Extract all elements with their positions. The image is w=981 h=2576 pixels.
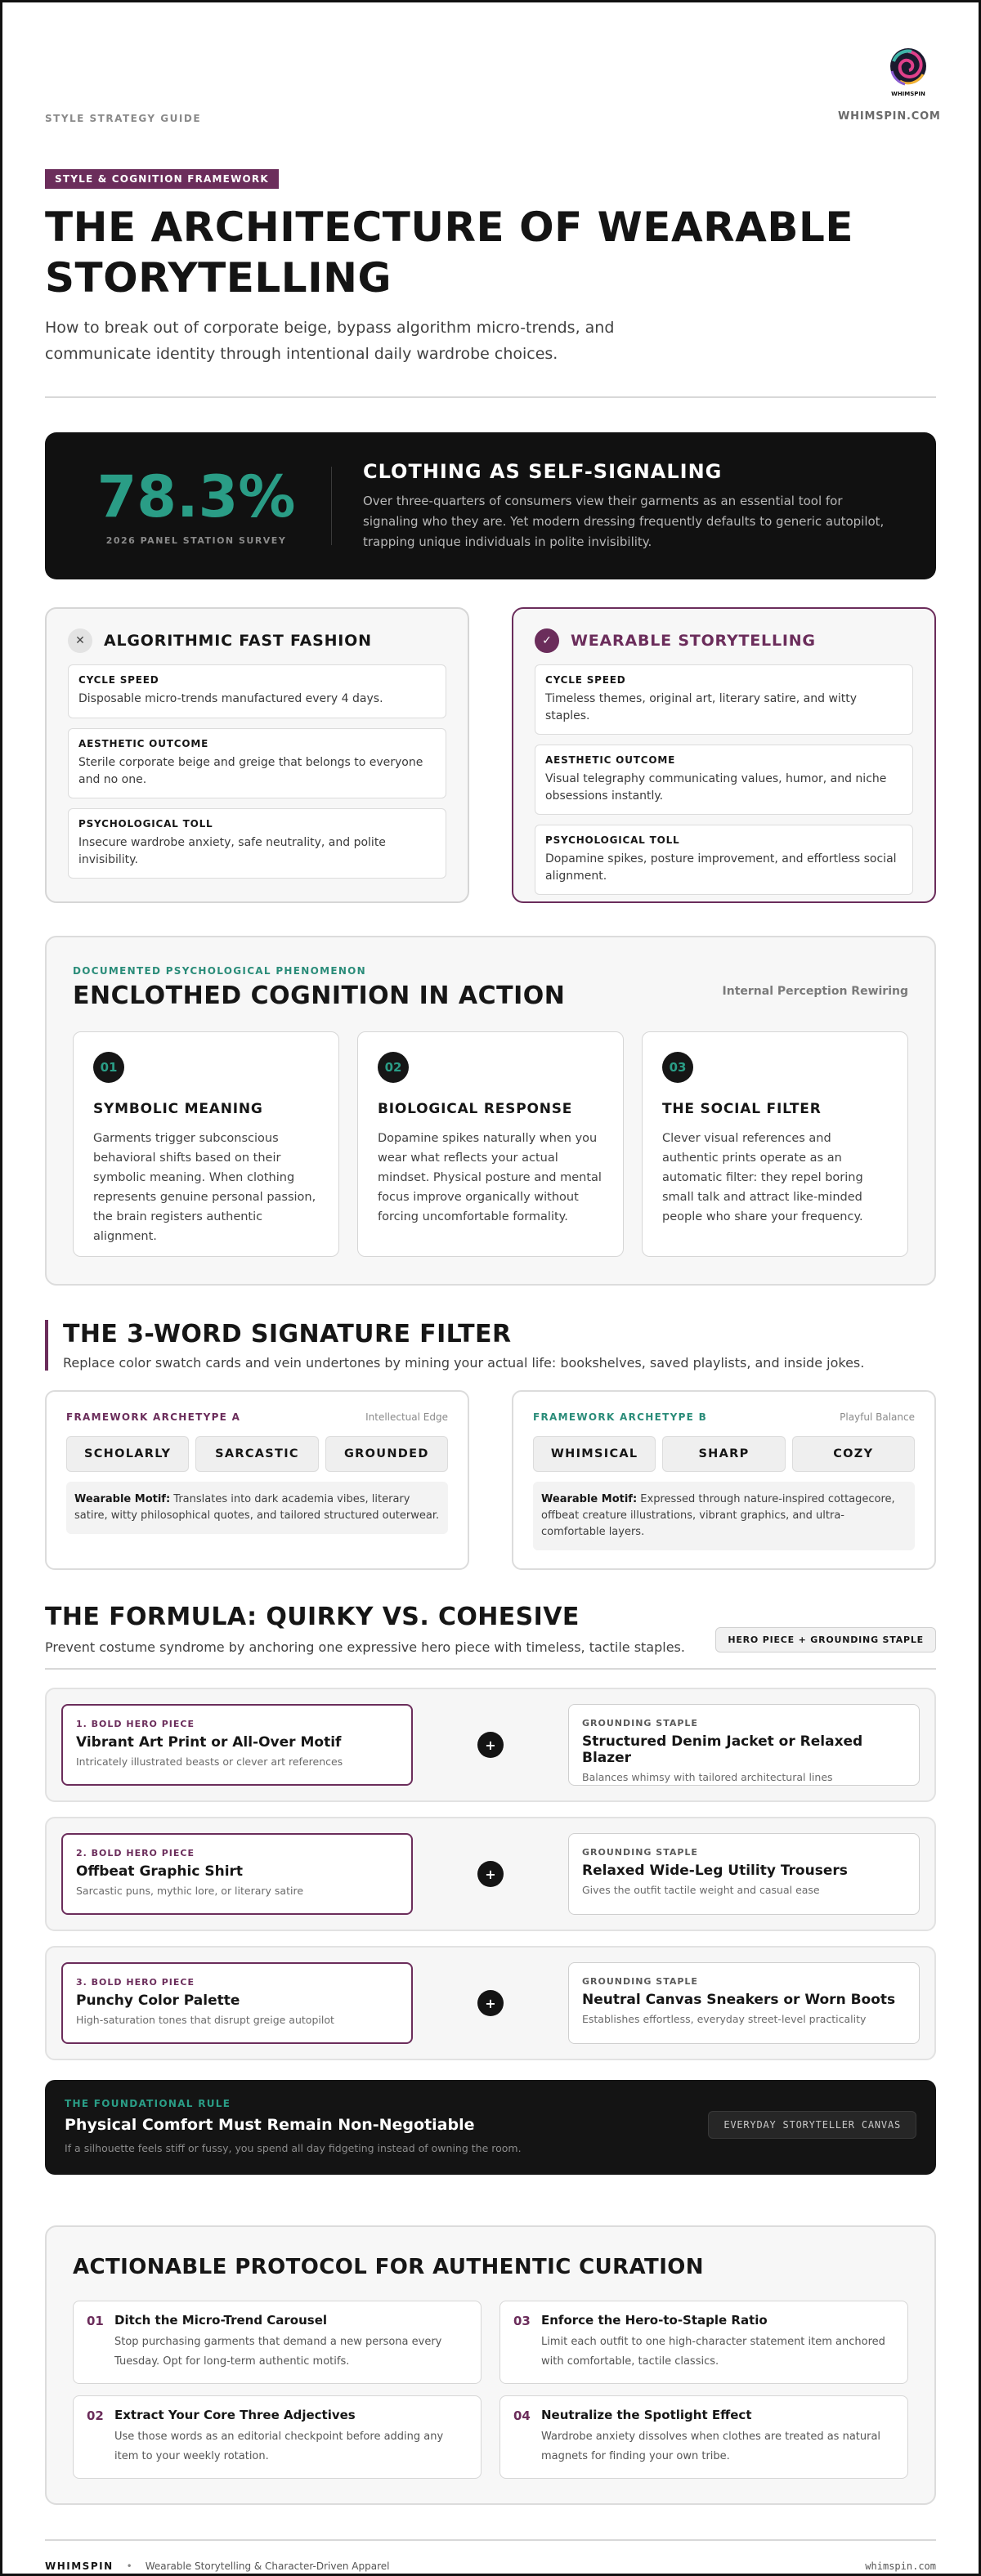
card-title: BIOLOGICAL RESPONSE: [378, 1101, 573, 1117]
stat-caption: 2026 PANEL STATION SURVEY: [105, 534, 287, 546]
step-title: Neutralize the Spotlight Effect: [541, 2408, 752, 2422]
step-text: Limit each outfit to one high-character statement item anchored with comfortable, tactile classics.: [541, 2336, 885, 2368]
formula-header: [45, 1603, 936, 1655]
piece-title: Relaxed Wide-Leg Utility Trousers: [582, 1863, 848, 1879]
word-chip: GROUNDED: [325, 1436, 448, 1472]
piece-text: Sarcastic puns, mythic lore, or literary satire: [76, 1885, 304, 1897]
protocol-step: [499, 2301, 908, 2384]
footer-url[interactable]: whimspin.com: [865, 2560, 936, 2572]
piece-text: Intricately illustrated beasts or clever art references: [76, 1755, 343, 1768]
comparison-item: [68, 728, 446, 798]
foundational-rule-panel: [45, 2080, 936, 2175]
comparison-item: [535, 825, 913, 895]
stat-divider: [331, 467, 332, 545]
step-body: [114, 2313, 468, 2372]
divider: [45, 396, 936, 398]
item-text: Visual telegraphy communicating values, humor, and niche obsessions instantly.: [545, 772, 887, 803]
cognition-card: [73, 1031, 339, 1257]
formula-tag: HERO PIECE + GROUNDING STAPLE: [715, 1627, 936, 1652]
card-text: Clever visual references and authentic prints operate as an automatic filter: they repel boring small talk and attract like-minded people who share your frequency.: [662, 1132, 863, 1223]
formula-pair: [45, 1688, 936, 1802]
plus-connector: [413, 1990, 568, 2016]
motif-text: Translates into dark academia vibes, literary satire, witty philosophical quotes, and tailored structured outerwear.: [74, 1493, 440, 1522]
protocol-step: [73, 2301, 482, 2384]
svg-text:WHIMSPIN: WHIMSPIN: [891, 91, 925, 97]
hero-piece-card: [61, 1833, 413, 1915]
motif-label: Wearable Motif:: [541, 1493, 638, 1505]
stat-description: [363, 460, 887, 552]
framework-badge: STYLE & COGNITION FRAMEWORK: [45, 169, 279, 189]
word-chip: SCHOLARLY: [66, 1436, 189, 1472]
formula-pair: [45, 1946, 936, 2060]
piece-text: Balances whimsy with tailored architectural lines: [582, 1771, 833, 1783]
piece-text: High-saturation tones that disrupt greige autopilot: [76, 2014, 334, 2026]
step-text: Wardrobe anxiety dissolves when clothes are treated as natural magnets for finding your own tribe.: [541, 2431, 881, 2462]
step-text: Stop purchasing garments that demand a new persona every Tuesday. Opt for long-term authentic motifs.: [114, 2336, 442, 2368]
item-label: AESTHETIC OUTCOME: [545, 754, 676, 766]
step-number-badge: 03: [662, 1052, 693, 1083]
stat-figure: [94, 463, 298, 546]
step-body: [114, 2408, 468, 2466]
card-title: SYMBOLIC MEANING: [93, 1101, 263, 1117]
piece-title: Offbeat Graphic Shirt: [76, 1863, 244, 1880]
x-icon: ✕: [68, 628, 92, 653]
page-title: THE ARCHITECTURE OF WEARABLE STORYTELLING: [45, 203, 853, 302]
cognition-card: [642, 1031, 908, 1257]
fast-fashion-card: [45, 607, 469, 903]
card-header: [535, 627, 913, 655]
archetype-tag: Intellectual Edge: [365, 1411, 448, 1423]
page-subtitle: How to break out of corporate beige, bypass algorithm micro-trends, and communicate identity through intentional daily wardrobe choices.: [45, 319, 615, 363]
plus-icon: +: [477, 1732, 504, 1758]
word-chips: [533, 1436, 915, 1472]
card-title: THE SOCIAL FILTER: [662, 1101, 822, 1117]
divider: [45, 1668, 936, 1670]
section-title: THE 3-WORD SIGNATURE FILTER: [63, 1320, 512, 1348]
protocol-step: [499, 2395, 908, 2479]
word-chip: SARCASTIC: [195, 1436, 318, 1472]
staple-piece-card: [568, 1704, 920, 1786]
card-title: WEARABLE STORYTELLING: [571, 632, 816, 650]
protocol-steps: [73, 2301, 908, 2479]
archetype-header: [533, 1411, 915, 1423]
divider: [45, 2539, 936, 2541]
word-chip: SHARP: [662, 1436, 785, 1472]
filter-header: [45, 1320, 936, 1371]
item-text: Dopamine spikes, posture improvement, and effortless social alignment.: [545, 852, 897, 883]
piece-title: Neutral Canvas Sneakers or Worn Boots: [582, 1992, 896, 2008]
piece-kicker: 1. BOLD HERO PIECE: [76, 1719, 195, 1729]
wearable-motif: [533, 1482, 915, 1550]
step-number-badge: 01: [93, 1052, 124, 1083]
word-chip: COZY: [792, 1436, 915, 1472]
comparison-item: [68, 808, 446, 879]
section-title: ACTIONABLE PROTOCOL FOR AUTHENTIC CURATION: [73, 2255, 704, 2279]
rule-text: If a silhouette feels stiff or fussy, you spend all day fidgeting instead of owning the room.: [65, 2142, 522, 2154]
word-chip: WHIMSICAL: [533, 1436, 656, 1472]
step-number: 02: [87, 2408, 104, 2423]
card-text: Garments trigger subconscious behavioral shifts based on their symbolic meaning. When clothing represents genuine personal passion, the brain registers authentic alignment.: [93, 1132, 316, 1243]
item-label: CYCLE SPEED: [545, 674, 626, 686]
section-title: THE FORMULA: QUIRKY VS. COHESIVE: [45, 1603, 580, 1631]
archetype-section: [45, 1390, 936, 1570]
comparison-item: [535, 745, 913, 815]
footer-tagline: Wearable Storytelling & Character-Driven Apparel: [145, 2560, 390, 2572]
staple-piece-card: [568, 1833, 920, 1915]
archetype-tag: Playful Balance: [840, 1411, 915, 1423]
step-title: Enforce the Hero-to-Staple Ratio: [541, 2313, 768, 2328]
stat-panel: [45, 432, 936, 579]
rule-kicker: THE FOUNDATIONAL RULE: [65, 2098, 231, 2109]
motif-label: Wearable Motif:: [74, 1493, 171, 1505]
plus-connector: [413, 1732, 568, 1758]
step-title: Extract Your Core Three Adjectives: [114, 2408, 356, 2422]
piece-text: Establishes effortless, everyday street-level practicality: [582, 2013, 867, 2025]
piece-text: Gives the outfit tactile weight and casual ease: [582, 1884, 820, 1896]
step-text: Use those words as an editorial checkpoint before adding any item to your weekly rotation.: [114, 2431, 444, 2462]
item-text: Disposable micro-trends manufactured every 4 days.: [78, 692, 383, 705]
wearable-motif: [66, 1482, 448, 1534]
stat-value: 78.3%: [96, 463, 296, 530]
site-url[interactable]: WHIMSPIN.COM: [838, 110, 941, 123]
word-chips: [66, 1436, 448, 1472]
brand-block[interactable]: [838, 43, 941, 123]
piece-kicker: GROUNDING STAPLE: [582, 1718, 698, 1729]
card-text: Dopamine spikes naturally when you wear what reflects your actual mindset. Physical posture and mental focus improve organically without forcing uncomfortable formality.: [378, 1132, 602, 1223]
stat-body: Over three-quarters of consumers view their garments as an essential tool for signaling who they are. Yet modern dressing frequently defaults to generic autopilot, trapping unique individuals in polite invisibility.: [363, 493, 885, 549]
footer-separator: •: [126, 2560, 132, 2572]
step-body: [541, 2313, 894, 2372]
comparison-item: [68, 664, 446, 718]
cognition-cards: [73, 1031, 908, 1257]
piece-kicker: GROUNDING STAPLE: [582, 1976, 698, 1987]
piece-title: Punchy Color Palette: [76, 1992, 240, 2009]
item-text: Insecure wardrobe anxiety, safe neutrality, and polite invisibility.: [78, 836, 386, 866]
section-header: [73, 965, 908, 1010]
rule-title: Physical Comfort Must Remain Non-Negotiable: [65, 2116, 475, 2134]
formula-pair: [45, 1817, 936, 1931]
section-title: ENCLOTHED COGNITION IN ACTION: [73, 982, 566, 1010]
stat-title: CLOTHING AS SELF-SIGNALING: [363, 459, 723, 483]
plus-icon: +: [477, 1990, 504, 2016]
item-label: AESTHETIC OUTCOME: [78, 738, 209, 749]
comparison-item: [535, 664, 913, 735]
canvas-tag: EVERYDAY STORYTELLER CANVAS: [708, 2111, 916, 2139]
card-header: [68, 627, 446, 655]
protocol-section: [45, 2225, 936, 2505]
section-kicker: DOCUMENTED PSYCHOLOGICAL PHENOMENON: [73, 965, 367, 977]
item-text: Sterile corporate beige and greige that belongs to everyone and no one.: [78, 756, 423, 786]
step-body: [541, 2408, 894, 2466]
motif-text: Expressed through nature-inspired cottagecore, offbeat creature illustrations, vibrant graphics, and ultra-comfortable layers.: [541, 1493, 895, 1538]
step-title: Ditch the Micro-Trend Carousel: [114, 2313, 328, 2328]
comparison-section: [45, 607, 936, 903]
section-tag: Internal Perception Rewiring: [722, 985, 908, 998]
archetype-card-a: [45, 1390, 469, 1570]
card-title: ALGORITHMIC FAST FASHION: [104, 632, 372, 650]
guide-label: STYLE STRATEGY GUIDE: [45, 113, 202, 124]
cognition-section: [45, 936, 936, 1286]
item-text: Timeless themes, original art, literary satire, and witty staples.: [545, 692, 858, 722]
page-header: [45, 2, 941, 140]
archetype-kicker: FRAMEWORK ARCHETYPE A: [66, 1411, 241, 1423]
piece-title: Structured Denim Jacket or Relaxed Blazer: [582, 1733, 863, 1766]
whimspin-logo-icon: [880, 43, 936, 99]
page-footer: [45, 2560, 936, 2572]
step-number: 03: [513, 2314, 531, 2328]
plus-icon: +: [477, 1861, 504, 1887]
wearable-storytelling-card: [512, 607, 936, 903]
footer-brand: WHIMSPIN: [45, 2560, 114, 2572]
protocol-step: [73, 2395, 482, 2479]
piece-kicker: 3. BOLD HERO PIECE: [76, 1977, 195, 1988]
cognition-card: [357, 1031, 624, 1257]
section-subtitle: Replace color swatch cards and vein undertones by mining your actual life: bookshelves, saved playlists, and inside jokes.: [63, 1355, 865, 1371]
staple-piece-card: [568, 1962, 920, 2044]
archetype-card-b: [512, 1390, 936, 1570]
archetype-kicker: FRAMEWORK ARCHETYPE B: [533, 1411, 708, 1423]
step-number: 01: [87, 2314, 104, 2328]
archetype-header: [66, 1411, 448, 1423]
section-subtitle: Prevent costume syndrome by anchoring one expressive hero piece with timeless, tactile staples.: [45, 1639, 685, 1655]
item-label: CYCLE SPEED: [78, 674, 159, 686]
hero-piece-card: [61, 1962, 413, 2044]
piece-kicker: 2. BOLD HERO PIECE: [76, 1848, 195, 1858]
piece-title: Vibrant Art Print or All-Over Motif: [76, 1734, 342, 1751]
hero-piece-card: [61, 1704, 413, 1786]
step-number: 04: [513, 2408, 531, 2423]
plus-connector: [413, 1861, 568, 1887]
step-number-badge: 02: [378, 1052, 409, 1083]
item-label: PSYCHOLOGICAL TOLL: [78, 818, 213, 830]
check-icon: ✓: [535, 628, 559, 653]
piece-kicker: GROUNDING STAPLE: [582, 1847, 698, 1858]
item-label: PSYCHOLOGICAL TOLL: [545, 834, 680, 846]
